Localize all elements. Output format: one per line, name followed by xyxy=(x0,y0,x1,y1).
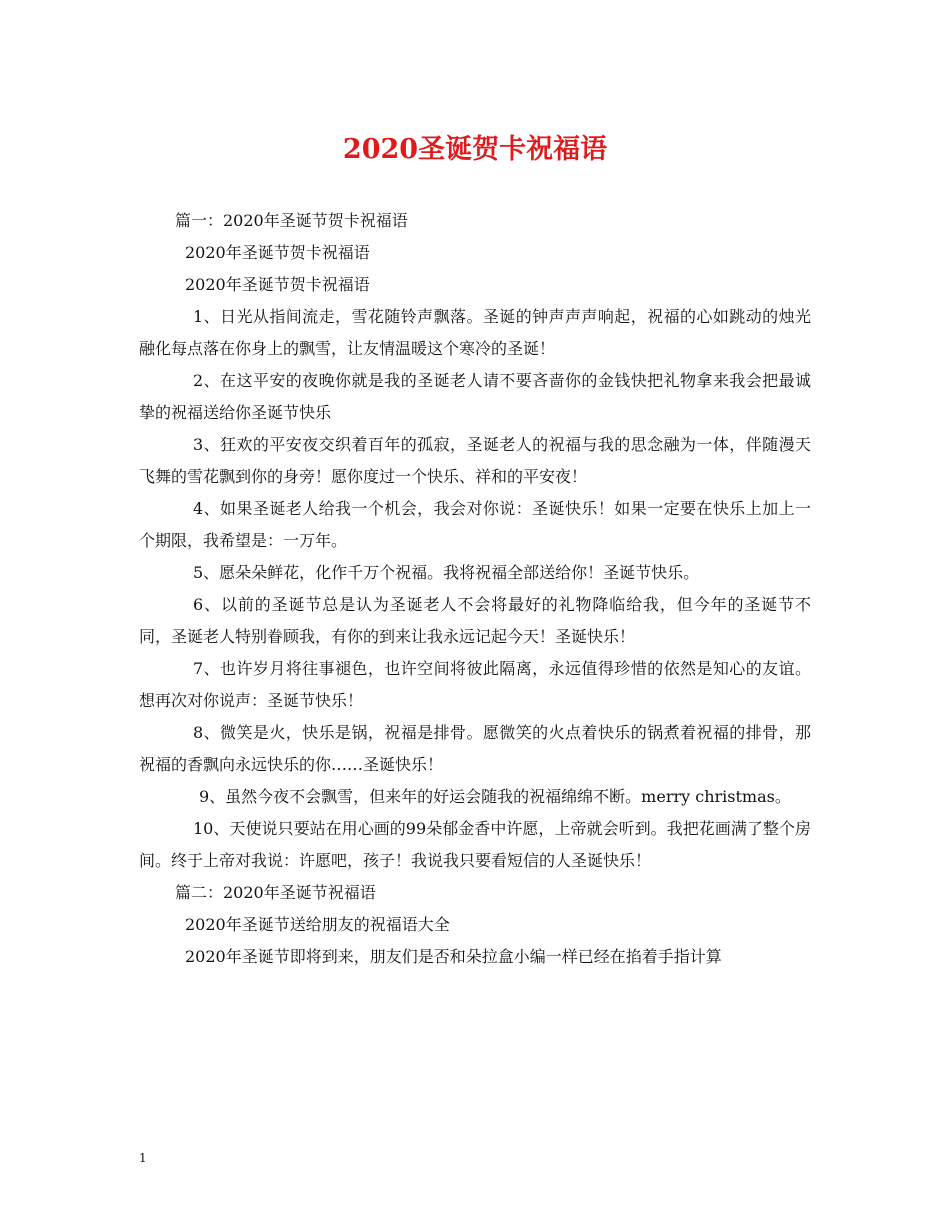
paragraph-item-10: 10、天使说只要站在用心画的99朵郁金香中许愿，上帝就会听到。我把花画满了整个房间。终于上帝对我说：许愿吧，孩子！我说我只要看短信的人圣诞快乐！ xyxy=(139,819,811,870)
paragraph-section-2-heading: 篇二：2020年圣诞节祝福语 xyxy=(175,883,376,902)
paragraph-subheading-2: 2020年圣诞节贺卡祝福语 xyxy=(185,275,370,294)
paragraph-item-9: 9、虽然今夜不会飘雪，但来年的好运会随我的祝福绵绵不断。merry christmas。 xyxy=(199,787,791,806)
paragraph-item-1: 1、日光从指间流走，雪花随铃声飘落。圣诞的钟声声声响起，祝福的心如跳动的烛光融化每点落在你身上的飘雪，让友情温暖这个寒冷的圣诞！ xyxy=(139,307,811,358)
paragraph-intro-paragraph: 2020年圣诞节即将到来，朋友们是否和朵拉盒小编一样已经在掐着手指计算 xyxy=(185,947,722,966)
paragraph-item-2: 2、在这平安的夜晚你就是我的圣诞老人请不要吝啬你的金钱快把礼物拿来我会把最诚挚的祝福送给你圣诞节快乐 xyxy=(139,371,811,422)
paragraph-section-1-heading: 篇一：2020年圣诞节贺卡祝福语 xyxy=(175,211,408,230)
document-title: 2020圣诞贺卡祝福语 xyxy=(342,134,608,165)
paragraph-item-8: 8、微笑是火，快乐是锅，祝福是排骨。愿微笑的火点着快乐的锅煮着祝福的排骨，那祝福的香飘向永远快乐的你……圣诞快乐！ xyxy=(139,723,811,774)
paragraph-item-4: 4、如果圣诞老人给我一个机会，我会对你说：圣诞快乐！如果一定要在快乐上加上一个期限，我希望是：一万年。 xyxy=(139,499,811,550)
paragraph-item-3: 3、狂欢的平安夜交织着百年的孤寂，圣诞老人的祝福与我的思念融为一体，伴随漫天飞舞的雪花飘到你的身旁！愿你度过一个快乐、祥和的平安夜！ xyxy=(139,435,811,486)
paragraph-subheading-3: 2020年圣诞节送给朋友的祝福语大全 xyxy=(185,915,450,934)
paragraph-item-6: 6、以前的圣诞节总是认为圣诞老人不会将最好的礼物降临给我，但今年的圣诞节不同，圣诞老人特别眷顾我，有你的到来让我永远记起今天！圣诞快乐！ xyxy=(139,595,811,646)
paragraph-item-7: 7、也许岁月将往事褪色，也许空间将彼此隔离，永远值得珍惜的依然是知心的友谊。想再次对你说声：圣诞节快乐！ xyxy=(139,659,811,710)
paragraph-subheading-1: 2020年圣诞节贺卡祝福语 xyxy=(185,243,370,262)
paragraph-item-5: 5、愿朵朵鲜花，化作千万个祝福。我将祝福全部送给你！圣诞节快乐。 xyxy=(193,563,700,582)
document-body xyxy=(139,205,811,973)
page-number: 1 xyxy=(139,1151,147,1165)
